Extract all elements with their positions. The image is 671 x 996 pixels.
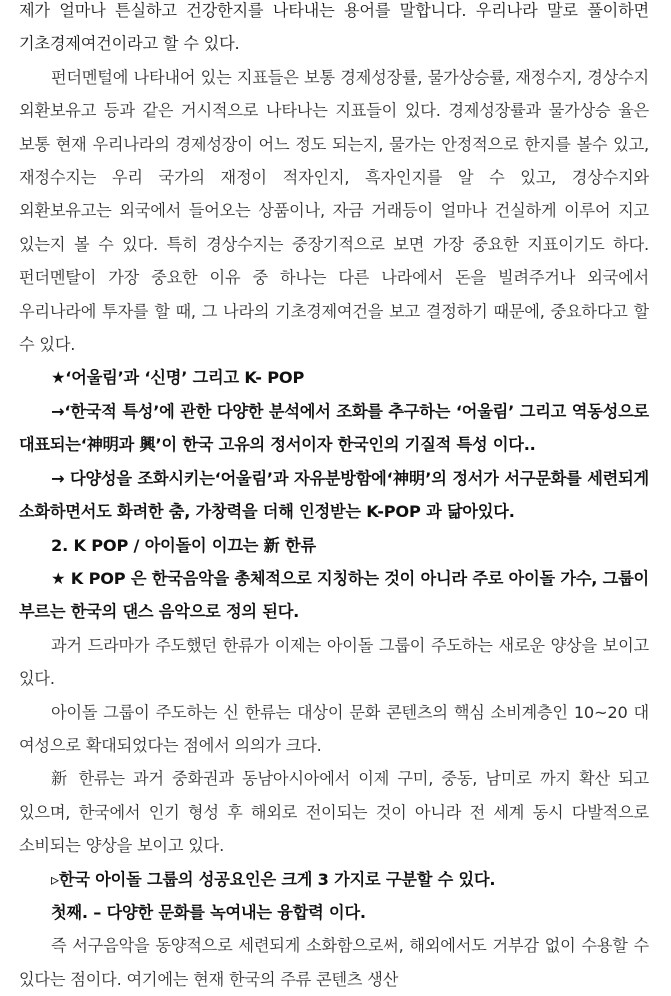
paragraph-korean-characteristics: →‘한국적 특성’에 관한 다양한 분석에서 조화를 추구하는 ‘어울림’ 그리고 역동성으로 대표되는‘神明과 興’이 한국 고유의 정서이자 한국인의 기질적 특성 이다.. (19, 401, 649, 455)
paragraph-kpop-definition: ★ K POP 은 한국음악을 총체적으로 지칭하는 것이 아니라 주로 아이돌 가수, 그룹이 부르는 한국의 댄스 음악으로 정의 된다. (19, 568, 649, 622)
heading-first-factor: 첫째. – 다양한 문화를 녹여내는 융합력 이다. (51, 902, 366, 922)
paragraph-diversity-harmony: → 다양성을 조화시키는‘어울림’과 자유분방함에‘神明’의 정서가 서구문화를 세련되게 소화하면서도 화려한 춤, 가창력을 더해 인정받는 K-POP 과 닮아있다. (19, 468, 649, 522)
paragraph-target-audience: 아이돌 그룹이 주도하는 신 한류는 대상이 문화 콘텐츠의 핵심 소비계층인 10~20 대 여성으로 확대되었다는 점에서 의의가 크다. (19, 702, 649, 755)
paragraph-fundamentals-definition: 제가 얼마나 튼실하고 건강한지를 나타내는 용어를 말합니다. 우리나라 말로 풀이하면 기초경제여건이라고 할 수 있다. (19, 1, 649, 54)
paragraph-idol-led-hallyu: 과거 드라마가 주도했던 한류가 이제는 아이돌 그룹이 주도하는 새로운 양상을 보이고 있다. (19, 635, 649, 689)
paragraph-global-spread: 新 한류는 과거 중화권과 동남아시아에서 이제 구미, 중동, 남미로 까지 확산 되고 있으며, 한국에서 인기 형성 후 해외로 전이되는 것이 아니라 전 세계 동시 다발적으로 소비되는 양상을 보이고 있다. (19, 769, 649, 856)
heading-eoullim-sinmyeong-kpop: ★‘어울림’과 ‘신명’ 그리고 K- POP (51, 368, 305, 388)
paragraph-western-music-absorption: 즉 서구음악을 동양적으로 세련되게 소화함으로써, 해외에서도 거부감 없이 수용할 수 있다는 점이다. 여기에는 현재 한국의 주류 콘텐츠 생산 (19, 936, 649, 989)
heading-kpop-new-hallyu: 2. K POP / 아이돌이 이끄는 新 한류 (51, 535, 316, 555)
paragraph-success-factors: ▹한국 아이돌 그룹의 성공요인은 크게 3 가지로 구분할 수 있다. (51, 869, 496, 889)
paragraph-fundamentals-indicators: 펀더멘털에 나타내어 있는 지표들은 보통 경제성장률, 물가상승률, 재정수지, 경상수지 외환보유고 등과 같은 거시적으로 나타나는 지표들이 있다. 경제성장률과 물가상승 율은 보통 현재 우리나라의 경제성장이 어느 정도 되는지, 물가는 안정적으로 한지를 볼수 있고, 재정수지는 우리 국가의 재정이 적자인지, 흑자인지를 알 수 있고, 경상수지와 외환보유고는 외국에서 들어오는 상품이나, 자금 거래등이 얼마나 건실하게 이루어 지고 있는지 볼 수 있다. 특히 경상수지는 중장기적으로 보면 가장 중요한 지표이기도 하다. 펀더멘탈이 가장 중요한 이유 중 하나는 다른 나라에서 돈을 빌려주거나 외국에서 우리나라에 투자를 할 때, 그 나라의 기초경제여건을 보고 결정하기 때문에, 중요하다고 할 수 있다. (19, 67, 649, 355)
